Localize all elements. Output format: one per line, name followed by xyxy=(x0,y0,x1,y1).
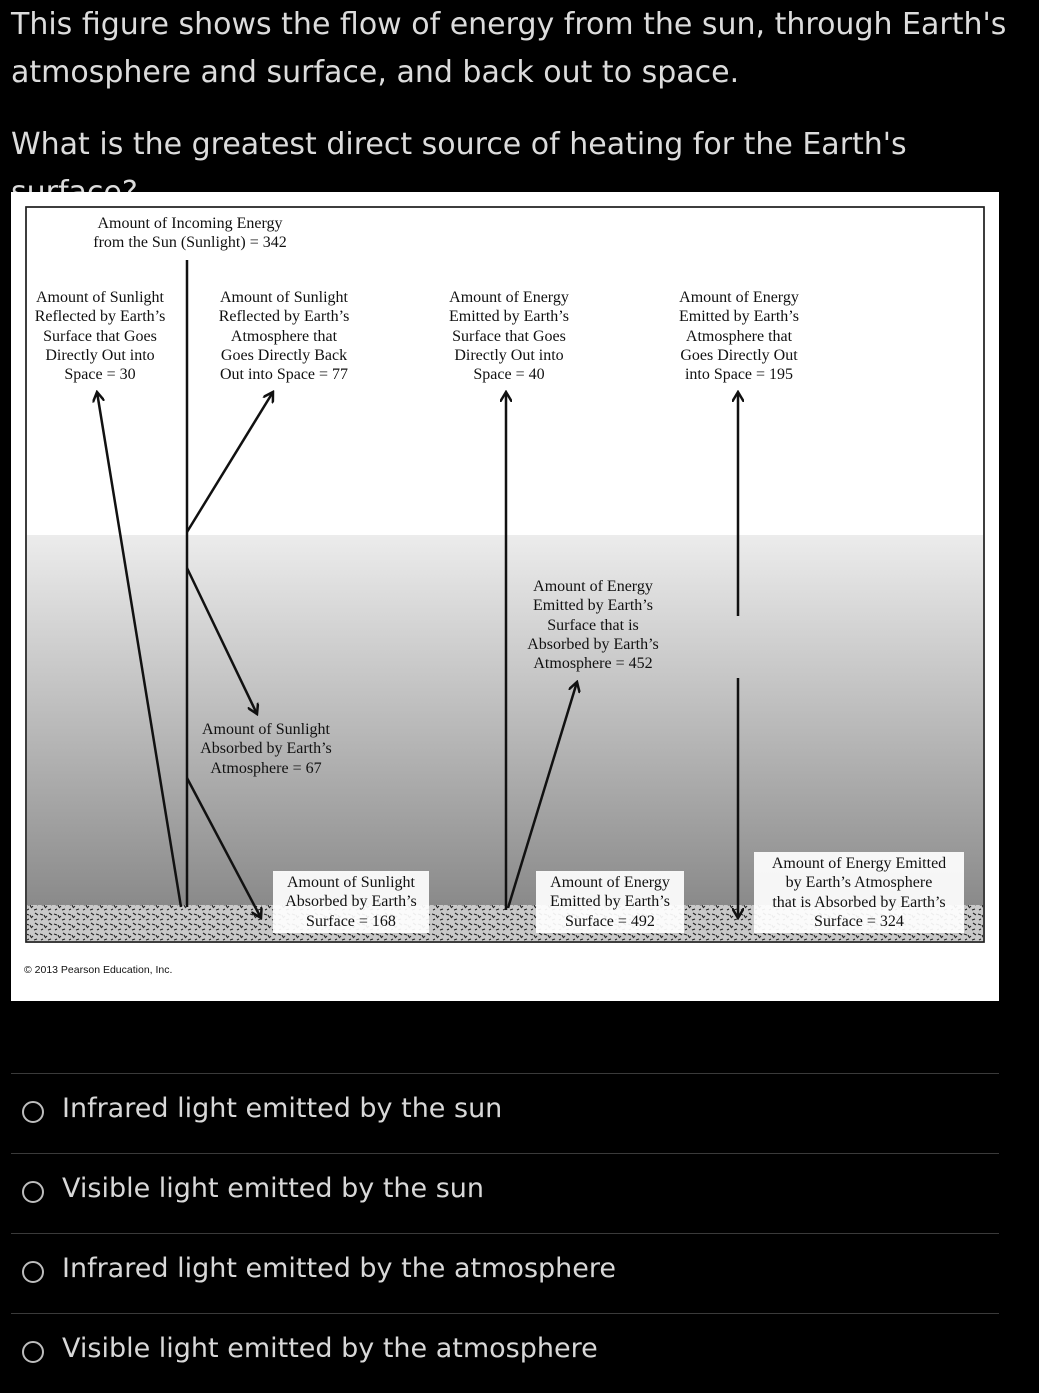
answer-options xyxy=(11,1073,999,1393)
radio-button[interactable] xyxy=(22,1101,44,1123)
option-4[interactable] xyxy=(11,1313,999,1393)
option-2[interactable] xyxy=(11,1153,999,1233)
option-label[interactable]: Visible light emitted by the sun xyxy=(62,1173,485,1204)
surface-reflection-label: Amount of Sunlight Reflected by Earth’s Surface that Goes Directly Out into Space = 30 xyxy=(34,289,166,384)
copyright-notice: © 2013 Pearson Education, Inc. xyxy=(24,964,173,976)
atmosphere-to-space-label: Amount of Energy Emitted by Earth’s Atmosphere that Goes Directly Out into Space = 195 xyxy=(679,289,799,384)
radio-button[interactable] xyxy=(22,1181,44,1203)
surface-to-atmosphere-label: Amount of Energy Emitted by Earth’s Surface that is Absorbed by Earth’s Atmosphere = 452 xyxy=(527,578,659,673)
option-1[interactable] xyxy=(11,1073,999,1153)
surface-absorption-label: Amount of Sunlight Absorbed by Earth’s Surface = 168 xyxy=(273,871,429,933)
radio-button[interactable] xyxy=(22,1261,44,1283)
question-prompt: What is the greatest direct source of heating for the Earth's xyxy=(11,127,907,162)
surface-to-space-label: Amount of Energy Emitted by Earth’s Surface that Goes Directly Out into Space = 40 xyxy=(449,289,569,384)
atmosphere-reflection-label: Amount of Sunlight Reflected by Earth’s Atmosphere that Goes Directly Back Out into Space = 77 xyxy=(218,289,350,384)
energy-flow-figure xyxy=(11,192,999,1001)
radio-button[interactable] xyxy=(22,1341,44,1363)
option-label[interactable]: Visible light emitted by the atmosphere xyxy=(62,1333,598,1364)
atmosphere-absorption-label: Amount of Sunlight Absorbed by Earth’s Atmosphere = 67 xyxy=(200,721,332,777)
incoming-energy-label: Amount of Incoming Energy from the Sun (Sunlight) = 342 xyxy=(93,215,287,252)
question-intro: This figure shows the flow of energy from the sun, through Earth's atmosphere and surface, and back out to space. xyxy=(11,7,1007,90)
option-3[interactable] xyxy=(11,1233,999,1313)
surface-emission-label: Amount of Energy Emitted by Earth’s Surface = 492 xyxy=(536,871,684,933)
option-label[interactable]: Infrared light emitted by the atmosphere xyxy=(62,1253,617,1284)
option-label[interactable]: Infrared light emitted by the sun xyxy=(62,1093,503,1124)
atmosphere-to-surface-label: Amount of Energy Emitted by Earth’s Atmosphere that is Absorbed by Earth’s Surface = 324 xyxy=(754,852,964,933)
